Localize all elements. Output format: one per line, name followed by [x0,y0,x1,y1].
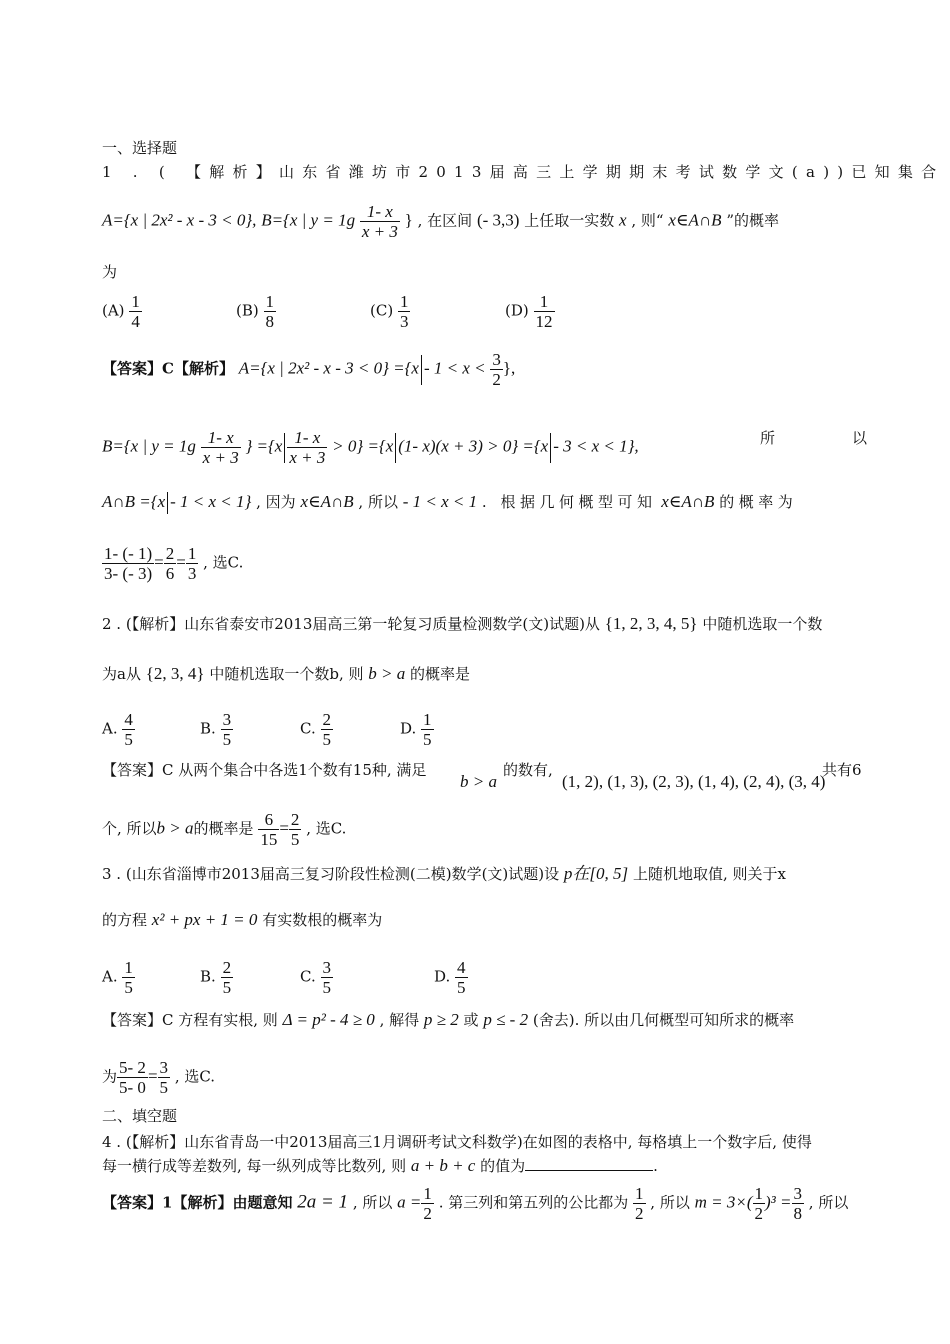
frac-den: 5 [124,978,133,997]
q3-c1: p ≥ 2 [423,1010,459,1029]
divider [284,433,285,463]
q2-ans1: 【答案】C 从两个集合中各选1个数有15种, 满足 [102,761,427,779]
frac-den: 5 [322,978,331,997]
question-4-line2 [102,1156,658,1176]
q3-ans1: 【答案】C 方程有实根, 则 [102,1011,278,1029]
interval-text: , 在区间 [417,211,473,230]
frac-den: 2 [754,1204,764,1223]
q1-answer-line1 [102,350,515,392]
q2-line2c: 的概率是 [410,665,471,683]
q2-fraction [258,810,279,849]
frac-num: 1 [635,1184,644,1203]
q4-line2end: . [653,1157,658,1175]
question-3-header [102,864,786,884]
event-expr: x∈A∩B [668,210,722,230]
ze-text: , 则“ [631,211,664,230]
frac-num: 1- x [287,428,327,448]
frac-num: 1- (- 1) [104,544,153,563]
frac-num: 1- x [201,428,241,448]
frac-num: 3 [159,1058,169,1077]
frac-den: x + 3 [361,222,398,241]
q4-ans1: 【答案】1【解析】由题意知 [102,1193,293,1212]
answer-fraction [287,428,327,467]
answer-fraction [490,350,503,389]
q3-answer-line2: 为 $\frac{5- 2}{5- 0}$ = $\frac{3}{5}$ , 选C. [102,1058,216,1097]
q1-option-c [370,292,410,334]
q2-mid: 中随机选取一个数 [702,615,823,633]
frac-num: 5- 2 [119,1058,146,1077]
option-label: (B) [236,301,259,320]
q3-end: , 选C. [174,1067,216,1086]
q4-fraction [792,1184,805,1223]
option-fraction [321,958,334,997]
frac-den: 3- (- 3) [104,564,153,583]
set-b-expr: B={x | y = 1g [261,210,356,230]
frac-den: 5 [290,830,300,849]
interval-expr: (- 3,3) [476,210,520,230]
frac-num: 2 [322,710,331,729]
frac-num: 1- x [360,202,400,222]
q3-or: 或 [463,1011,479,1029]
frac-num: 1 [187,544,197,563]
prob-text: ”的概率 [726,211,779,230]
q2-option-c [300,710,333,754]
divider [550,433,551,463]
option-fraction [455,958,468,997]
frac-num: 3 [322,958,331,977]
frac-num: 1 [124,958,133,977]
q3-line2b: 有实数根的概率为 [262,911,383,929]
q3-ans3: (舍去). 所以由几何概型可知所求的概率 [532,1011,795,1029]
frac-num: 1 [423,1184,432,1203]
yi-text: 以 [852,429,868,447]
frac-den: 2 [492,370,501,389]
q2-l2b: 的概率是 [193,819,254,838]
q2-ans2: 的数有, [503,761,553,779]
q2-l2end: , 选C. [306,819,347,838]
frac-num: 4 [457,958,466,977]
option-label: A. [102,967,118,986]
answer-set-b-5: (1- x)(x + 3) > 0} ={x [398,436,549,456]
set-2: {2, 3, 4} [145,664,205,683]
q3-fraction [158,1058,171,1097]
frac-num: 3 [492,350,501,369]
set-1: {1, 2, 3, 4, 5} [604,614,698,633]
option-fraction [534,292,555,331]
answer-set-a-end: }, [502,358,516,378]
q4-a-eq: a = [397,1192,422,1212]
q2-answer-line1 [102,760,426,780]
q2-pairs [562,772,825,792]
q1-head-text: 1 . ( 【解析】山东省潍坊市2013届高三上学期期末考试数学文(a))已知集合 [102,163,945,181]
option-fraction [129,292,142,331]
frac-den: 5 [124,730,133,749]
q1-answer-line3 [102,492,797,514]
frac-den: 5 [222,978,232,997]
q3-option-d [434,958,468,1002]
option-label: C. [300,719,316,738]
because-text: , 因为 [256,493,296,511]
frac-num: 2 [165,544,175,563]
option-label: (A) [102,301,125,320]
q4-line2: 每一横行成等差数列, 每一纵列成等比数列, 则 [102,1157,407,1175]
option-fraction [321,710,334,749]
choose-text: 上任取一实数 [524,211,615,230]
geo-expr: x∈A∩B [661,492,715,511]
q2-ans-cond-expr: b > a [460,772,497,791]
option-label: B. [200,967,216,986]
option-fraction [221,710,234,749]
option-fraction [264,292,277,331]
question-4-header: 4 . (【解析】山东省青岛一中2013届高三1月调研考试文科数学)在如图的表格中, 每格填上一个数字后, 使得 [102,1133,812,1151]
q3-c2: p ≤ - 2 [483,1010,529,1029]
option-label: D. [434,967,451,986]
option-fraction [398,292,411,331]
frac-den: 5 [457,978,466,997]
frac-den: 15 [260,830,278,849]
q4-mid: . 第三列和第五列的公比都为 [438,1193,629,1212]
frac-den: 3 [187,564,197,583]
q3-mid: 上随机地取值, 则关于x [632,865,786,883]
frac-den: 2 [635,1204,644,1223]
frac-num: 1 [131,292,140,311]
frac-den: 6 [165,564,175,583]
suo-text: 所 [760,429,776,447]
frac-num: 6 [258,810,279,830]
option-label: (D) [505,301,529,320]
question-1-sets [102,202,779,241]
q2-cond: b > a [368,664,406,683]
q1-answer-line2 [102,428,639,472]
question-3-line2 [102,910,382,930]
q1-answer-calc: $\frac{1- (- 1)}{3- (- 3)}$ = $\frac{2}{6}$ = $\frac{1}{3}$ , 选C. [104,544,244,583]
so-text: , 所以 [358,493,398,511]
answer-set-b-2: } ={x [245,436,283,456]
q2-l2a: 个, 所以 [102,819,157,838]
frac-den: 12 [535,312,553,331]
q4-line2b: 的值为 [480,1157,526,1175]
frac-den: 8 [793,1204,802,1223]
q4-end: , 所以 [808,1193,849,1212]
q1-option-b [236,292,276,334]
option-fraction [122,710,135,749]
frac-num: 3 [222,710,232,729]
frac-den: 4 [131,312,140,331]
calc-fraction [102,544,154,583]
q2-option-b [200,710,233,754]
q3-equation: x² + px + 1 = 0 [151,910,258,929]
option-label: (C) [370,301,394,320]
q4-m-eq2: )³ = [765,1192,792,1212]
q1-option-a [102,292,142,334]
divider [421,355,422,385]
option-fraction [221,958,234,997]
q4-answer [102,1184,848,1230]
geo-text: . 根据几何概型可知 [481,493,657,511]
answer-set-a-cond: - 1 < x < [423,358,486,378]
frac-den: 5 [222,730,232,749]
q2-head-text: 2 . (【解析】山东省泰安市2013届高三第一轮复习质量检测数学(文)试题)从 [102,615,600,633]
frac-den: 5 [322,730,331,749]
q2-line2b: 中随机选取一个数b, 则 [209,665,364,683]
frac-num: 1 [534,292,555,312]
q2-l2cond: b > a [156,818,194,838]
answer-set-b-4: > 0} ={x [332,436,394,456]
q3-option-a [102,958,135,1002]
divider [167,492,168,514]
q3-answer-line1 [102,1010,794,1030]
frac-den: 5 [423,730,432,749]
q3-option-c [300,958,333,1002]
because-expr: x∈A∩B [300,492,354,511]
frac-den: x + 3 [289,448,326,467]
geo-end: 的概率为 [719,493,798,511]
intersection-expr-2: - 1 < x < 1} [170,492,252,511]
option-label: C. [300,967,316,986]
option-label: B. [200,719,216,738]
frac-den: 8 [265,312,275,331]
answer-set-a: A={x | 2x² - x - 3 < 0} ={x [238,358,419,378]
q3-p-interval: p在[0, 5] [563,864,629,883]
q2-pairs-expr: (1, 2), (1, 3), (2, 3), (1, 4), (2, 4), (3, 4) [562,772,826,791]
q2-line2a: 为a从 [102,665,141,683]
frac-den: 2 [423,1204,432,1223]
q4-fraction [753,1184,766,1223]
frac-num: 4 [124,710,133,729]
calc-fraction [186,544,199,583]
answer-blank [525,1156,653,1171]
frac-den: 5- 0 [119,1078,146,1097]
q1-option-d [505,292,555,334]
frac-den: 5 [159,1078,169,1097]
question-2-header [102,614,822,634]
q4-m-eq: m = 3×( [694,1192,753,1212]
q2-option-a [102,710,135,754]
option-fraction [122,958,135,997]
answer-set-b-6: - 3 < x < 1}, [553,436,639,456]
so-expr: - 1 < x < 1 [402,492,478,511]
q2-ans-cond [460,772,497,792]
q3-line2a: 的方程 [102,911,148,929]
frac-num: 2 [290,810,300,829]
q3-delta: Δ = p² - 4 ≥ 0 [282,1010,375,1029]
frac-den: x + 3 [202,448,239,467]
frac-num: 3 [793,1184,802,1203]
set-a-expr: A={x | 2x² - x - 3 < 0}, [102,210,257,230]
option-label: A. [102,719,118,738]
q2-answer-line2: 个, 所以b > a的概率是 $\frac{6}{15}$ = $\frac{2}{5}$ , 选C. [102,810,347,849]
calc-end: , 选C. [203,553,244,572]
q2-fraction [289,810,302,849]
q4-so2: , 所以 [650,1193,690,1212]
q3-ans2: , 解得 [379,1011,420,1029]
q3-wei: 为 [102,1067,118,1086]
option-label: D. [400,719,417,738]
frac-num: 1 [423,710,432,729]
frac-num: 1 [265,292,275,311]
calc-fraction [164,544,177,583]
frac-num: 1 [754,1184,764,1203]
q3-option-b [200,958,233,1002]
option-fraction [421,710,434,749]
divider [395,433,396,463]
question-1-header [102,162,944,182]
intersection-expr: A∩B ={x [102,492,166,511]
q4-so: , 所以 [352,1193,393,1212]
q3-head-text: 3 . (山东省淄博市2013届高三复习阶段性检测(二模)数学(文)试题)设 [102,865,560,883]
q4-fraction [421,1184,434,1223]
q4-expr: a + b + c [410,1156,476,1175]
question-2-line2 [102,664,470,684]
set-b-close: } [404,210,413,230]
q3-fraction [117,1058,148,1097]
q2-option-d [400,710,434,754]
answer-fraction [201,428,241,467]
q1-wei: 为 [102,263,118,281]
frac-num: 1 [399,292,409,311]
answer-label: 【答案】C【解析】 [102,359,234,378]
q2-ans3: 共有6 [822,761,862,779]
section-heading-2: 二、填空题 [102,1107,178,1125]
q4-e1: 2a = 1 [297,1191,349,1213]
var-x: x [619,210,627,230]
q4-fraction [633,1184,646,1223]
section-heading: 一、选择题 [102,139,178,157]
set-b-fraction [360,202,400,241]
frac-num: 2 [222,958,232,977]
answer-set-b: B={x | y = 1g [102,436,196,456]
frac-den: 3 [399,312,409,331]
